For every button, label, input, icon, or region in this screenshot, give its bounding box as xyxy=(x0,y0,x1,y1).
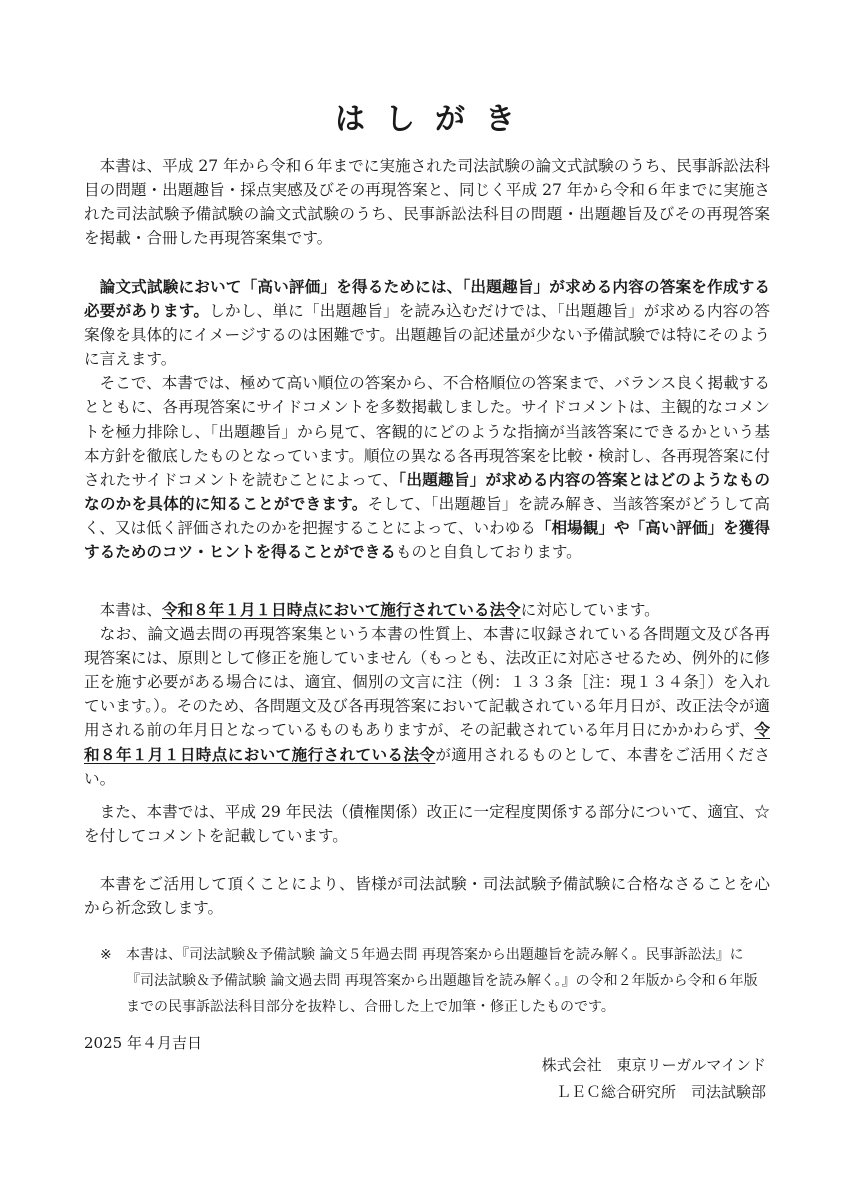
paragraph-group-closing xyxy=(84,872,770,920)
paragraph-3-text-3: ものと自負しております。 xyxy=(395,543,582,562)
note-mark: ※ xyxy=(100,947,112,963)
paragraph-group-main xyxy=(84,275,770,564)
paragraph-4-text-1: 本書は、 xyxy=(99,601,162,619)
note-text: 本書は、『司法試験＆予備試験 論文５年過去問 再現答案から出題趣旨を読み解く。民事訴訟法』に『司法試験＆予備試験 論文過去問 再現答案から出題趣旨を読み解く。』の令和２年版から令和６年版までの民事訴訟法科目部分を抜粋し、合冊した上で加筆・修正したものです。 xyxy=(126,947,758,1015)
paragraph-2-text: しかし、単に「出題趣旨」を読み込むだけでは、「出題趣旨」が求める内容の答案像を具体的にイメージするのは困難です。出題趣旨の記述量が少ない予備試験では特にそのように言えます。 xyxy=(84,302,770,369)
paragraph-4-text-2: に対応しています。 xyxy=(520,601,660,619)
paragraph-1: 本書は、平成 27 年から令和６年までに実施された司法試験の論文式試験のうち、民事訴訟法科目の問題・出題趣旨・採点実感及びその再現答案と、同じく平成 27 年から令和６年までに実施された司法試験予備試験の論文式試験のうち、民事訴訟法科目の問題・出題趣旨及びその再現答案を掲載・合冊した再現答案集です。 xyxy=(84,157,770,248)
paragraph-3-text-1: そこで、本書では、極めて高い順位の答案から、不合格順位の答案まで、バランス良く掲載するとともに、各再現答案にサイドコメントを多数掲載しました。サイドコメントは、主観的なコメントを極力排除し、「出題趣旨」から見て、客観的にどのような指摘が当該答案にできるかという基本方針を徹底したものとなっています。順位の異なる各再現答案を比較・検討し、各再現答案に付されたサイドコメントを読むことによって、 xyxy=(84,374,770,489)
signature xyxy=(542,1052,766,1106)
paragraph-4 xyxy=(84,598,770,622)
paragraph-5-text-2: が適用されるものとして、本書をご活用ください。 xyxy=(84,745,770,788)
paragraph-7: 本書をご活用して頂くことにより、皆様が司法試験・司法試験予備試験に合格なさることを心から祈念致します。 xyxy=(84,875,770,918)
paragraph-4-underlined: 令和８年１月１日時点において施行されている法令 xyxy=(161,601,521,619)
paragraph-3-bold-1: 「出題趣旨」が求める内容の答案とはどのようなものなのかを具体的に知ることができます。 xyxy=(84,470,770,513)
paragraph-3-text-2: そして、「出題趣旨」を読み解き、当該答案がどうして高く、又は低く評価されたのかを把握することによって、いわゆる xyxy=(84,494,770,537)
paragraph-5 xyxy=(84,622,770,791)
paragraph-5-text-1: なお、論文過去問の再現答案集という本書の性質上、本書に収録されている各問題文及び各再現答案には、原則として修正を施していません（もっとも、法改正に対応させるため、例外的に修正を施す必要がある場合には、適宜、個別の文言に注（例：１３３条［注：現１３４条］）を入れています。）。そのため、各問題文及び各再現答案において記載されている年月日が、改正法令が適用される前の年月日となっているものもありますが、その記載されている年月日にかかわらず、 xyxy=(84,625,770,740)
paragraph-3-bold-2: 「相場観」や「高い評価」を獲得するためのコツ・ヒントを得ることができる xyxy=(84,518,770,562)
signature-company: 株式会社 東京リーガルマインド xyxy=(541,1056,766,1074)
page-title: はしがき xyxy=(335,102,535,137)
paragraph-2-bold: 論文式試験において「高い評価」を得るためには、「出題趣旨」が求める内容の答案を作成する必要があります。 xyxy=(84,278,770,321)
paragraph-2 xyxy=(84,275,770,371)
signature-department: ＬＥＣ総合研究所 司法試験部 xyxy=(555,1083,766,1101)
date: 2025 年４月吉日 xyxy=(84,1034,202,1052)
paragraph-intro xyxy=(84,154,770,250)
paragraph-3 xyxy=(84,371,770,564)
footnote xyxy=(100,942,770,1020)
paragraph-group-civil xyxy=(84,800,770,848)
paragraph-group-law xyxy=(84,598,770,791)
paragraph-6: また、本書では、平成 29 年民法（債権関係）改正に一定程度関係する部分について、適宜、☆を付してコメントを記載しています。 xyxy=(84,803,770,846)
paragraph-5-underlined: 令和８年１月１日時点において施行されている法令 xyxy=(84,721,770,764)
